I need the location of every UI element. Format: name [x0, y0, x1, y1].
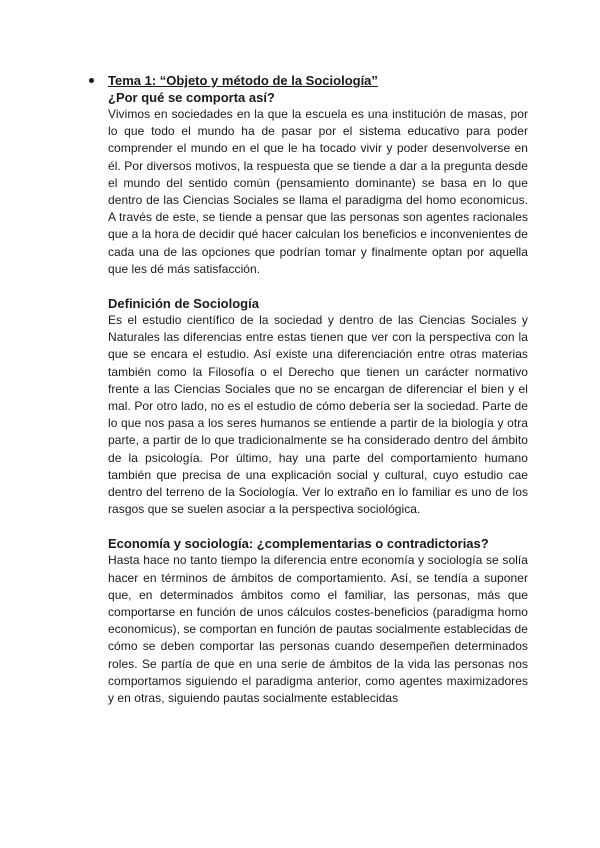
paragraph-spacer	[108, 518, 528, 535]
topic-title	[108, 72, 528, 89]
topic-title-text: Tema 1: “Objeto y método de la Sociología”	[108, 73, 378, 88]
section-heading-why: ¿Por qué se comporta así?	[108, 90, 275, 105]
section-body-why: Vivimos en sociedades en la que la escuela es una institución de masas, por lo que todo el mundo ha de pasar por el sistema educativo para poder comprender el mundo en el que le ha tocado vivir y poder desenvolverse en él. Por diversos motivos, la respuesta que se tiende a dar a la pregunta desde el mundo del sentido común (pensamiento dominante) se basa en lo que dentro de las Ciencias Sociales se llama el paradigma del homo economicus. A través de este, se tiende a pensar que las personas son agentes racionales que a la hora de decidir qué hacer calculan los beneficios e inconvenientes de cada una de las opciones que podrían tomar y finalmente optan por aquella que les dé más satisfacción.	[108, 107, 528, 276]
paragraph-spacer	[108, 278, 528, 295]
section-heading-economy: Economía y sociología: ¿complementarias o contradictorias?	[108, 536, 489, 552]
section-body-economy: Hasta hace no tanto tiempo la diferencia entre economía y sociología se solía hacer en términos de ámbitos de comportamiento. Así, se tendía a suponer que, en determinados ámbitos como el familiar, las personas, más que comportarse en función de unos cálculos costes-beneficios (paradigma homo economicus), se comportan en función de pautas socialmente establecidas de cómo se deben comportar las personas cuando desempeñen determinados roles. Se partía de que en una serie de ámbitos de la vida las personas nos comportamos siguiendo el paradigma anterior, como agentes maximizadores y en otras, siguiendo pautas socialmente establecidas	[108, 553, 528, 706]
document-page	[108, 72, 528, 707]
section-heading-definition: Definición de Sociología	[108, 296, 259, 312]
section-body-definition: Es el estudio científico de la sociedad y dentro de las Ciencias Sociales y Naturales las diferencias entre estas tienen que ver con la perspectiva con la que se encara el estudio. Así existe una diferenciación entre otras materias también como la Filosofía o el Derecho que tienen un carácter normativo frente a las Ciencias Sociales que no se encargan de diferenciar el bien y el mal. Por otro lado, no es el estudio de cómo debería ser la sociedad. Parte de lo que nos pasa a los seres humanos se entiende a partir de la biología y otra parte, a partir de lo que tradicionalmente se ha considerado dentro del ámbito de la psicología. Por último, hay una parte del comportamiento humano también que precisa de una explicación social y cultural, cuyo estudio cae dentro del terreno de la Sociología. Ver lo extraño en lo familiar es uno de los rasgos que se suelen asociar a la perspectiva sociológica.	[108, 313, 528, 517]
bullet-icon	[89, 78, 94, 83]
